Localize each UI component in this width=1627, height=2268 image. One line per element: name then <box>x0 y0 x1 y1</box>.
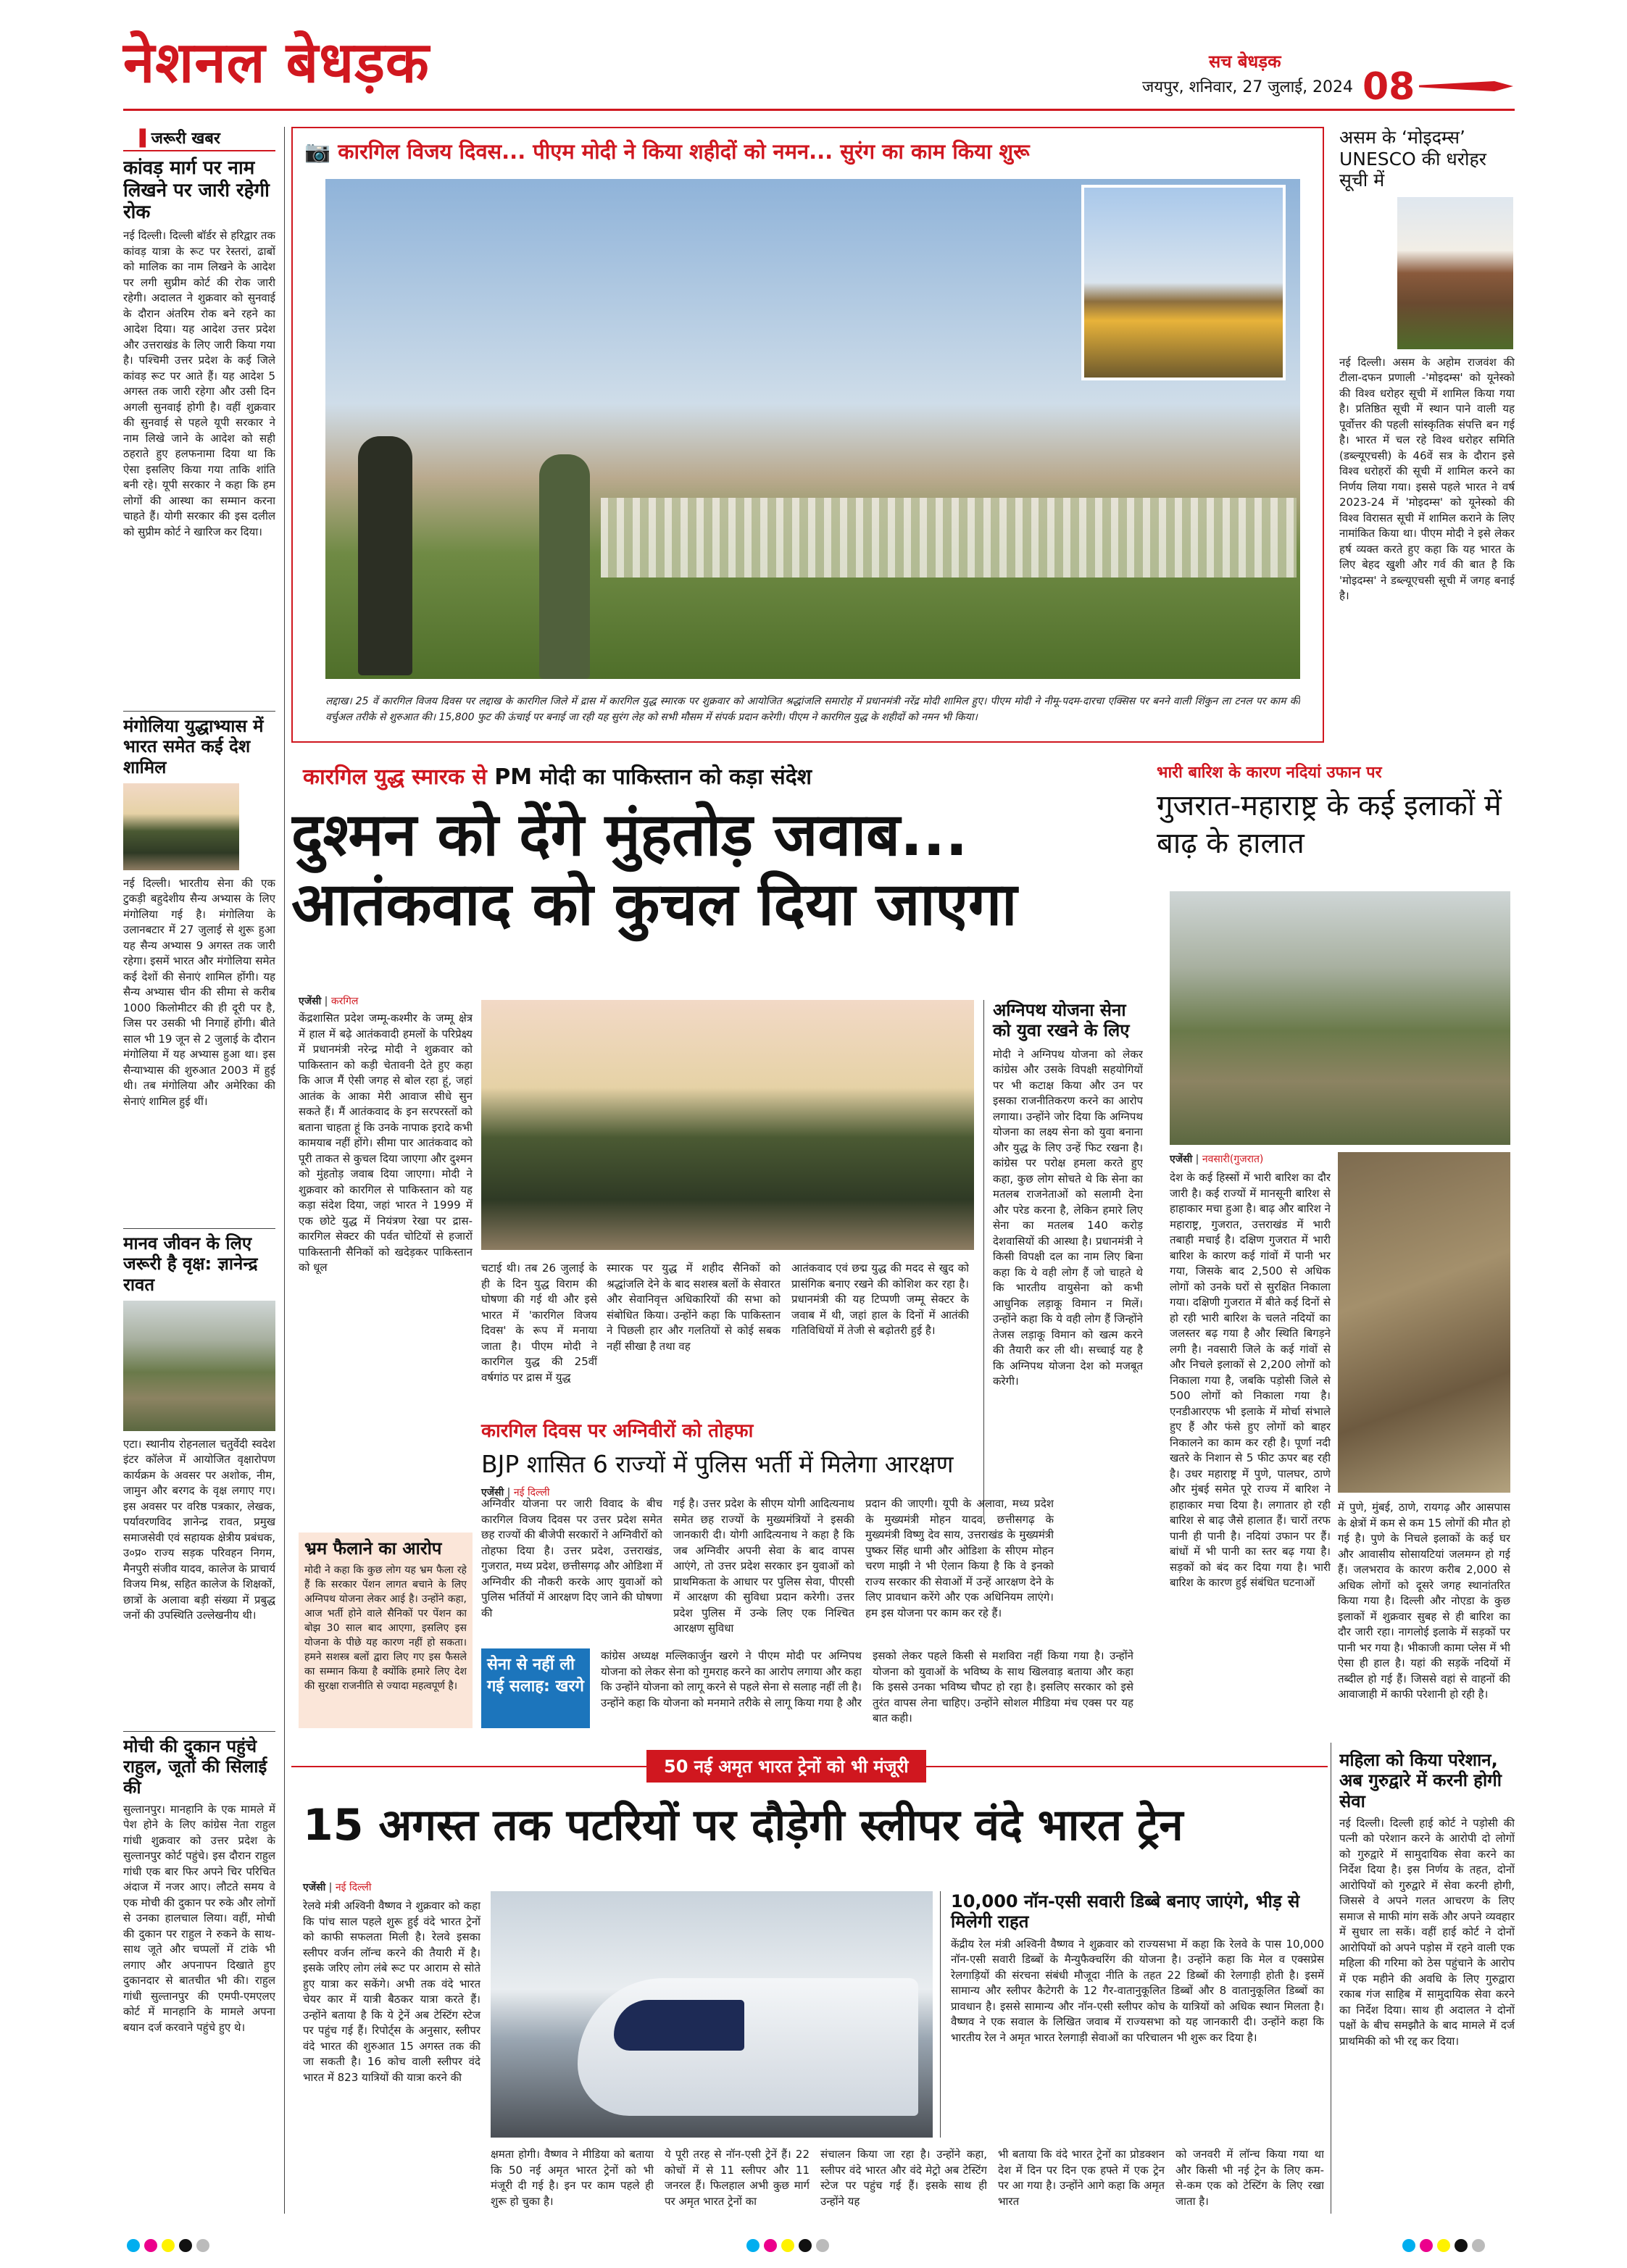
registration-marks-left <box>127 2239 228 2256</box>
right-story-1-head: असम के ‘मोइदम्स’ UNESCO की धरोहर सूची में <box>1339 127 1486 191</box>
yellow-dot <box>781 2239 794 2252</box>
agniveer-col-1: अग्निवीर योजना पर जारी विवाद के बीच कारगिल विजय दिवस पर उत्तर प्रदेश समेत छह राज्यों की बीजेपी सरकारों ने अग्निवीरों को तोहफा दिया है। उत्तर प्रदेश, उत्तराखंड, गुजरात, मध्य प्रदेश, छत्तीसगढ़ और ओडिशा में अग्निवीर की नौकरी करके आए युवाओं को पुलिस भर्तियों में आरक्षण दिए जाने की घोषणा की <box>481 1497 662 1619</box>
train-col-2: क्षमता होगी। वैष्णव ने मीडिया को बताया कि 50 नई अमृत भारत ट्रेनों को भी मंजूरी दी गई है। इन पर काम पहले ही शुरू हो चुका है। <box>491 2148 654 2208</box>
bhram-text: मोदी ने कहा कि कुछ लोग यह भ्रम फैला रहे हैं कि सरकार पेंशन लागत बचाने के लिए अग्निपथ योजना लेकर आई है। उन्होंने कहा, आज भर्ती होने वाले सैनिकों पर पेंशन का बोझ 30 साल बाद आएगा, इसलिए इस योजना के पीछे यह कारण नहीं हो सकता। हमने सशस्त्र बलों द्वारा लिए गए इस फैसले का सम्मान किया है क्योंकि हमारे लिए देश की सुरक्षा राजनीति से ज्यादा महत्वपूर्ण है। <box>304 1564 467 1693</box>
yellow-dot <box>162 2239 175 2252</box>
left-story-1-head: कांवड़ मार्ग पर नाम लिखने पर जारी रहेगी रोक <box>123 157 270 224</box>
top-photo-caption: लद्दाख। 25 वें कारगिल विजय दिवस पर लद्दाख के कारगिल जिले में द्रास में कारगिल युद्ध स्मारक पर शुक्रवार को आयोजित श्रद्धांजलि समारोह में प्रधानमंत्री नरेंद्र मोदी शामिल हुए। पीएम मोदी ने नीमू-पदम-दारचा एक्सिस पर बनने वाली शिंकुन ला टनल पर काम की वर्चुअल तरीके से शुरुआत की। 15,800 फुट की ऊंचाई पर बनाई जा रही यह सुरंग लेह को सभी मौसम में संपर्क प्रदान करेगी। पीएम ने कारगिल युद्ध के शहीदों को नमन भी किया। <box>325 696 1300 723</box>
masthead <box>0 0 1627 123</box>
grey-dot <box>816 2239 829 2252</box>
left-story-2 <box>123 716 275 1224</box>
left-story-1-text: नई दिल्ली। दिल्ली बॉर्डर से हरिद्वार तक कांवड़ यात्रा के रूट पर रेस्तरां, ढाबों को मालिक का नाम लिखने के आदेश पर लगी सुप्रीम कोर्ट की रोक जारी रहेगी। अदालत ने शुक्रवार को सुनवाई के दौरान अंतरिम रोक बने रहने का आदेश दिया। यह आदेश उत्तर प्रदेश और उत्तराखंड के लिए जारी किया गया है। पश्चिमी उत्तर प्रदेश के कई जिले कांवड़ रूट पर आते हैं। यह आदेश 5 अगस्त तक जारी रहेगा और उसी दिन अगली सुनवाई होगी है। वहीं शुक्रवार की सुनवाई से पहले यूपी सरकार ने नाम लिखे जाने के आदेश को सही ठहराते हुए हलफनामा दिया था कि ऐसा इसलिए किया गया ताकि शांति बनी रहे। यूपी सरकार ने कहा कि हम लोगों की आस्था का सम्मान करना चाहते हैं। योगी सरकार की इस दलील को सुप्रीम कोर्ट ने खारिज कर दिया। <box>123 229 275 538</box>
right-story-3-head: महिला को किया परेशान, अब गुरुद्वारे में करनी होगी सेवा <box>1339 1750 1502 1812</box>
soldiers-photo <box>123 783 239 870</box>
left-story-3-text: एटा। स्थानीय रोहनलाल चतुर्वेदी स्वदेश इंटर कॉलेज में आयोजित वृक्षारोपण कार्यक्रम के अवसर पर अशोक, नीम, जामुन और बरगद के वृक्ष लगाए गए। इस अवसर पर वरिष्ठ पत्रकार, लेखक, पर्यावरणविद ज्ञानेन्द्र रावत, प्रमुख समाजसेवी एवं सहायक क्षेत्रीय प्रबंधक, उ०प्र० राज्य सड़क परिवहन निगम, मैनपुरी संजीव यादव, कालेज के प्राचार्य विजय मिश्र, सहित कालेज के शिक्षकों, छात्रों के अलावा बड़ी संख्या में प्रबुद्ध जनों की उपस्थिति उल्लेखनीय थी। <box>123 1437 275 1622</box>
train-kicker: 50 नई अमृत भारत ट्रेनों को भी मंजूरी <box>646 1750 926 1783</box>
kharge-box-text: सेना से नहीं ली गई सलाह: खरगे <box>487 1656 584 1696</box>
black-dot <box>799 2239 812 2252</box>
right-story-1 <box>1339 127 1515 717</box>
masthead-date: जयपुर, शनिवार, 27 जुलाई, 2024 <box>1142 78 1354 96</box>
bhram-box <box>299 1533 473 1728</box>
train-byline: एजेंसी | नई दिल्ली <box>303 1882 372 1893</box>
masthead-title: नेशनल बेधड़क <box>123 30 430 96</box>
divider <box>123 1731 275 1732</box>
flood-text: देश के कई हिस्सों में भारी बारिश का दौर जारी है। कई राज्यों में मानसूनी बारिश से हाहाकार मचा हुआ है। बाढ़ और बारिश ने महाराष्ट्र, गुजरात, उत्तराखंड में भारी तबाही मचाई है। दक्षिण गुजरात में भारी बारिश के कारण कई गांवों में पानी भर गया, जिसके बाद 2,500 से अधिक लोगों को उनके घरों से सुरक्षित निकाला गया। दक्षिणी गुजरात में बीते कई दिनों से हो रही भारी बारिश के चलते नदियों का जलस्तर बढ़ गया है और स्थिति बिगड़ने लगी है। नवसारी जिले के कई गांवों से और निचले इलाकों से 2,200 लोगों को निकाला गया है, जबकि पड़ोसी जिले से 500 लोगों को निकाला गया है। एनडीआरएफ भी इलाके में मोर्चा संभाले हुए हैं और फंसे हुए लोगों को बाहर निकालने का काम कर रही है। पूर्णा नदी खतरे के निशान से 5 फीट ऊपर बह रही है। उधर महाराष्ट्र में पुणे, पालघर, ठाणे और मुंबई समेत पूरे राज्य में बारिश ने हाहाकार मचा दिया है। लगातार हो रही बारिश से बाढ़ जैसे हालात हैं। चारों तरफ पानी ही पानी है। नदियां उफान पर हैं। बांधों में भी पानी का स्तर बढ़ गया है। सड़कों को बंद कर दिया गया है। भारी बारिश के कारण हुई संबंधित घटनाओं <box>1170 1171 1331 1589</box>
lead-byline-place: करगिल <box>330 996 359 1007</box>
train-col-6: को जनवरी में लॉन्च किया गया था और किसी भी नई ट्रेन के लिए कम-से-कम एक को टेस्टिंग के लिए रखा जाता है। <box>1175 2148 1324 2208</box>
cyan-dot <box>746 2239 760 2252</box>
kharge-box <box>481 1648 590 1728</box>
agniveer-byline-place: नई दिल्ली <box>513 1487 550 1498</box>
left-story-2-text: नई दिल्ली। भारतीय सेना की एक टुकड़ी बहुदेशीय सैन्य अभ्यास के लिए मंगोलिया गई है। मंगोलिया के उलानबटार में 27 जुलाई से शुरू हुआ यह सैन्य अभ्यास 9 अगस्त तक जारी रहेगा। इसमें भारत और मंगोलिया समेत कई देशों की सेनाएं शामिल होंगी। यह सैन्य अभ्यास चीन की सीमा से करीब 1000 किलोमीटर की ही दूरी पर है, जिस पर उसकी भी निगाहें होंगी। बीते साल भी 19 जून से 2 जुलाई के दौरान मंगोलिया में यह अभ्यास हुआ था। इस सैन्याभ्यास की शुरुआत 2003 में हुई थी। तब मंगोलिया और अमेरिका की सेनाएं शामिल हुई थीं। <box>123 876 275 1108</box>
divider <box>123 1228 275 1229</box>
bhram-head: भ्रम फैलाने का आरोप <box>304 1538 442 1559</box>
train-col-1: रेलवे मंत्री अश्विनी वैष्णव ने शुक्रवार को कहा कि पांच साल पहले शुरू हुई वंदे भारत ट्रेनों को काफी सफलता मिली है। रेलवे इसका स्लीपर वर्जन लॉन्च करने की तैयारी में है। इसके जरिए लोग लंबे रूट पर आराम से सोते हुए यात्रा कर सकेंगे। अभी तक वंदे भारत चेयर कार में यात्री बैठकर यात्रा करते हैं। उन्होंने बताया है कि ये ट्रेनें अब टेस्टिंग स्टेज पर पहुंच गई हैं। रिपोर्ट्स के अनुसार, स्लीपर वंदे भारत की शुरुआत 15 अगस्त तक की जा सकती है। 16 कोच वाली स्लीपर वंदे भारत में 823 यात्रियों की यात्रा करने की <box>303 1899 480 2084</box>
magenta-dot <box>144 2239 157 2252</box>
divider <box>123 711 275 712</box>
flood-text-2: में पुणे, मुंबई, ठाणे, रायगढ़ और आसपास के क्षेत्रों में कम से कम 15 लोगों की मौत हो गई है। पुणे के निचले इलाकों के कई घर और आवासीय सोसायटियां जलमग्न हो गई हैं। जलभराव के कारण करीब 2,000 से अधिक लोगों को दूसरे जगह स्थानांतरित किया गया है। दिल्ली और नोएडा के कुछ इलाकों में शुक्रवार सुबह से ही बारिश का दौर जारी रहा। नागलोई इलाके में सड़कों पर पानी भर गया है। भीकाजी कामा प्लेस में भी ऐसा ही हाल है। यहां की सड़कें नदियों में तब्दील हो गई हैं। जिससे वहां से वाहनों की आवाजाही में काफी परेशानी हो रही है। <box>1338 1501 1510 1701</box>
masthead-brand: सच बेधड़क <box>1209 51 1281 72</box>
flood-story <box>1157 761 1515 1739</box>
lead-head-2: आतंकवाद को कुचल दिया जाएगा <box>291 870 1018 939</box>
right-story-1-text: नई दिल्ली। असम के अहोम राजवंश की टीला-दफन प्रणाली -'मोइदम्स' को यूनेस्को की विश्व धरोहर सूची में शामिल किया गया है। प्रतिष्ठित सूची में स्थान पाने वाली यह पूर्वोत्तर की पहली सांस्कृतिक संपत्ति बन गई है। भारत में चल रहे विश्व धरोहर समिति (डब्ल्यूएचसी) के 46वें सत्र के दौरान इसे विश्व धरोहरों की सूची में शामिल करने का निर्णय लिया गया। इससे पहले भारत ने वर्ष 2023-24 में 'मोइदम्स' को यूनेस्को की विश्व विरासत सूची में शामिल कराने के लिए नामांकित किया था। पीएम मोदी ने इसे लेकर हर्ष व्यक्त करते हुए कहा कि यह भारत के लिए बेहद खुशी और गर्व की बात है कि 'मोइदम्स' ने डब्ल्यूएचसी सूची में जगह बनाई है। <box>1339 355 1515 602</box>
train-col-4: संचालन किया जा रहा है। उन्होंने कहा, स्लीपर वंदे भारत और वंदे मेट्रो अब टेस्टिंग स्टेज पर पहुंच गई हैं। इसके साथ ही उन्होंने यह <box>820 2148 987 2208</box>
magenta-dot <box>1420 2239 1433 2252</box>
train-sub-box <box>940 1891 1324 2138</box>
flood-byline-agency: एजेंसी <box>1170 1154 1193 1165</box>
camera-icon: 📷 <box>304 139 331 164</box>
flood-byline: एजेंसी | नवसारी(गुजरात) <box>1170 1154 1264 1165</box>
pm-at-memorial-photo <box>481 1000 974 1250</box>
flood-photo-1 <box>1170 891 1510 1145</box>
registration-marks-right <box>1402 2239 1504 2256</box>
grey-dot <box>196 2239 209 2252</box>
right-story-3 <box>1339 1750 1515 2214</box>
agniveer-col-2: गई है। उत्तर प्रदेश के सीएम योगी आदित्यनाथ समेत छह राज्यों के मुख्यमंत्रियों ने इसकी जानकारी दी। योगी आदित्यनाथ ने कहा है कि जब अग्निवीर अपनी सेवा के बाद वापस आएंगे, तो उत्तर प्रदेश सरकार इन युवाओं को प्राथमिकता के आधार पर पुलिस सेवा, पीएसी में आरक्षण की सुविधा प्रदान करेगी। उत्तर प्रदेश पुलिस में उन्के लिए एक निश्चित आरक्षण सुविधा <box>673 1497 854 1635</box>
agniveer-col-3: प्रदान की जाएगी। यूपी के अलावा, मध्य प्रदेश के मुख्यमंत्री मोहन यादव, छत्तीसगढ़ के मुख्यमंत्री विष्णु देव साय, उत्तराखंड के मुख्यमंत्री पुष्कर सिंह धामी और ओडिशा के सीएम मोहन चरण माझी ने भी ऐलान किया है कि वे इनको राज्य सरकार की सेवाओं में उन्हें आरक्षण देने के लिए प्रावधान करेंगे और एक अधिनियम लाएंगे। हम इस योजना पर काम कर रहे हैं। <box>865 1497 1054 1619</box>
agniveer-col-4: कांग्रेस अध्यक्ष मल्लिकार्जुन खरगे ने पीएम मोदी पर अग्निपथ योजना को लेकर सेना को गुमराह करने का आरोप लगाया और कहा कि उन्होंने योजना को लागू करने से पहले सेना से सलाह नहीं ली है। उन्होंने कहा कि योजना को मनमाने तरीके से लागू किया गया है और <box>601 1649 862 1709</box>
tree-planting-photo <box>123 1301 275 1431</box>
left-story-4-head: मोची की दुकान पहुंचे राहुल, जूतों की सिलाई की <box>123 1735 267 1798</box>
left-story-4-text: सुल्तानपुर। मानहानि के एक मामले में पेश होने के लिए कांग्रेस नेता राहुल गांधी शुक्रवार को उत्तर प्रदेश के सुल्तानपुर कोर्ट पहुंचे। इस दौरान राहुल गांधी एक बार फिर अपने चिर परिचित अंदाज में नजर आए। लौटते समय वे एक मोची की दुकान पर रुके और लोगों से उनका हालचाल लिया। वहीं, मोची की दुकान पर राहुल ने रुकने के साथ-साथ जूते और चप्पलों में टांके भी लगाए और अपनापन दिखाते हुए दुकानदार से बातचीत भी की। राहुल गांधी सुल्तानपुर की एमपी-एमएलए कोर्ट में मानहानि के मामले अपना बयान दर्ज करवाने पहुंचे हुए थे। <box>123 1802 275 2034</box>
lead-col-2: चटाई थी। तब 26 जुलाई के ही के दिन युद्ध विराम की घोषणा की गई थी और इसे भारत में 'कारगिल विजय दिवस' के रूप में मनाया जाता है। पीएम मोदी ने कारगिल युद्ध की 25वीं वर्षगांठ पर द्रास में युद्ध <box>481 1262 597 1384</box>
yellow-dot <box>1437 2239 1450 2252</box>
top-photo-head <box>293 128 1323 174</box>
train-head: 15 अगस्त तक पटरियों पर दौड़ेगी स्लीपर वंदे भारत ट्रेन <box>303 1800 1183 1851</box>
flood-head: गुजरात-महाराष्ट्र के कई इलाकों में बाढ़ के हालात <box>1157 789 1502 860</box>
pm-figure <box>358 436 412 675</box>
cyan-dot <box>127 2239 140 2252</box>
masthead-rule <box>123 109 1515 111</box>
left-story-3-head: मानव जीवन के लिए जरूरी है वृक्ष: ज्ञानेन्द्र रावत <box>123 1233 258 1295</box>
lead-story <box>291 761 1147 1739</box>
agnipath-head: अग्निपथ योजना सेना को युवा रखने के लिए <box>993 1000 1130 1041</box>
left-story-4 <box>123 1736 275 2208</box>
moidams-photo <box>1397 197 1513 349</box>
train-windshield <box>614 2000 744 2051</box>
memorial-inset-photo <box>1081 185 1286 380</box>
black-dot <box>1455 2239 1468 2252</box>
pen-nib-icon <box>1419 81 1513 91</box>
left-column <box>123 127 275 2214</box>
grey-dot <box>1472 2239 1485 2252</box>
lead-kicker-black: PM मोदी का पाकिस्तान को कड़ा संदेश <box>494 764 812 790</box>
page-number: 08 <box>1362 65 1415 109</box>
train-sub-head: 10,000 नॉन-एसी सवारी डिब्बे बनाए जाएंगे, भीड़ से मिलेगी राहत <box>951 1891 1300 1933</box>
train-byline-place: नई दिल्ली <box>335 1882 372 1893</box>
agniveer-col-5: इसको लेकर पहले किसी से मशविरा नहीं किया गया है। उन्होंने योजना को युवाओं के भविष्य के साथ खिलवाड़ बताया और कहा कि इससे उनका भविष्य चौपट हो रहा है। इसलिए सरकार को इसे तुरंत वापस लेना चाहिए। उन्होंने सोशल मीडिया मंच एक्स पर यह बात कही। <box>873 1649 1133 1725</box>
train-story <box>291 1750 1328 2214</box>
column-rule <box>284 127 285 2214</box>
flood-photo-2 <box>1338 1152 1510 1493</box>
lead-byline-agency: एजेंसी <box>299 996 322 1007</box>
lead-kicker <box>291 761 1147 791</box>
train-sub-text: केंद्रीय रेल मंत्री अश्विनी वैष्णव ने शुक्रवार को राज्यसभा में कहा कि रेलवे के पास 10,000 नॉन-एसी सवारी डिब्बों के मैन्युफैक्चरिंग की योजना है। उन्होंने कहा कि मेल व एक्सप्रेस रेलगाड़ियों की संरचना संबंधी मौजूदा नीति के तहत 22 डिब्बों की रेलगाड़ी होती है। इसमें सामान्य और स्लीपर कैटेगरी के 12 गैर-वातानुकूलित डिब्बों और 8 वातानुकूलित डिब्बों का प्रावधान है। इससे सामान्य और नॉन-एसी स्लीपर कोच के यात्रियों को अधिक स्थान मिलता है। वैष्णव ने एक सवाल के लिखित जवाब में राज्यसभा को यह जानकारी दी। उन्होंने कहा कि भारतीय रेल ने अमृत भारत रेलगाड़ी सेवाओं का परिचालन भी शुरू कर दिया है। <box>951 1937 1324 2044</box>
flood-byline-place: नवसारी(गुजरात) <box>1202 1154 1264 1165</box>
lead-kicker-red: कारगिल युद्ध स्मारक से <box>303 764 487 790</box>
lead-col-4: आतंकवाद एवं छद्म युद्ध की मदद से खुद को प्रासंगिक बनाए रखने की कोशिश कर रहा है। प्रधानमंत्री की यह टिप्पणी जम्मू सेक्टर के जवाब में थी, जहां हाल के दिनों में आतंकी गतिविधियों में तेजी से बढ़ोतरी हुई है। <box>791 1262 969 1337</box>
flood-kicker: भारी बारिश के कारण नदियां उफान पर <box>1157 764 1382 782</box>
lead-byline: एजेंसी | करगिल <box>299 996 359 1007</box>
section-label-text: जरूरी खबर <box>151 130 220 148</box>
lead-col-1: केंद्रशासित प्रदेश जम्मू-कश्मीर के जम्मू क्षेत्र में हाल में बढ़े आतंकवादी हमलों के परिप्रेक्ष्य में प्रधानमंत्री नरेन्द्र मोदी ने शुक्रवार को पाकिस्तान को कड़ी चेतावनी देते हुए कहा कि आज मैं ऐसी जगह से बोल रहा हूं, जहां आतंक के आका मेरी आवाज सीधे सुन सकते हैं। मैं आतंकवाद के इन सरपरस्तों को बताना चाहता हूं कि उनके नापाक इरादे कभी कामयाब नहीं होंगे। सीमा पार आतंकवाद को पूरी ताकत से कुचल दिया जाएगा और दुश्मन को मुंहतोड़ जवाब दिया जाएगा। मोदी ने शुक्रवार को कारगिल से पाकिस्तान को यह कड़ा संदेश दिया, जहां भारत ने 1999 में एक छोटे युद्ध में नियंत्रण रेखा पर द्रास-कारगिल सेक्टर की पर्वत चोटियों से हजारों पाकिस्तानी सैनिकों को खदेड़कर पाकिस्तान को धूल <box>299 1012 473 1274</box>
left-story-2-head: मंगोलिया युद्धाभ्यास में भारत समेत कई देश शामिल <box>123 716 264 777</box>
section-bullet-icon: ▐ <box>133 130 146 148</box>
agniveer-byline-agency: एजेंसी <box>481 1487 504 1498</box>
train-col-3: ये पूरी तरह से नॉन-एसी ट्रेनें हैं। 22 कोचों में से 11 स्लीपर और 11 जनरल हैं। फिलहाल अभी कुछ मार्ग पर अमृत भारत ट्रेनों का <box>665 2148 810 2208</box>
agnipath-text: मोदी ने अग्निपथ योजना को लेकर कांग्रेस और उसके विपक्षी सहयोगियों पर भी कटाक्ष किया और उन पर इसका राजनीतिकरण करने का आरोप लगाया। उन्होंने जोर दिया कि अग्निपथ योजना का लक्ष्य सेना को युवा बनाना और युद्ध के लिए उन्हें फिट रखना है। कांग्रेस पर परोक्ष हमला करते हुए कहा, कुछ लोग सोचते थे कि सेना का मतलब राजनेताओं को सलामी देना और परेड करना है, लेकिन हमारे लिए सेना का मतलब 140 करोड़ देशवासियों की आस्था है। प्रधानमंत्री ने किसी विपक्षी दल का नाम लिए बिना कहा कि ये वही लोग हैं जो चाहते थे कि भारतीय वायुसेना को कभी आधुनिक लड़ाकू विमान न मिलें। उन्होंने कहा कि ये वही लोग हैं जिन्होंने तेजस लड़ाकू विमान को खत्म करने की तैयारी कर ली थी। सच्चाई यह है कि अग्निपथ योजना देश को मजबूत करेगी। <box>993 1047 1143 1388</box>
agniveer-byline: एजेंसी | नई दिल्ली <box>481 1487 550 1498</box>
cyan-dot <box>1402 2239 1415 2252</box>
army-officer-figure <box>539 454 590 679</box>
black-dot <box>179 2239 192 2252</box>
lead-head-1: दुश्मन को देंगे मुंहतोड़ जवाब... <box>291 801 968 870</box>
vande-bharat-photo <box>491 1891 933 2138</box>
kargil-memorial-photo <box>325 179 1300 679</box>
left-story-1 <box>123 157 275 706</box>
top-photo-head-text: कारगिल विजय दिवस... पीएम मोदी ने किया शहीदों को नमन... सुरंग का काम किया शुरू <box>338 139 1030 164</box>
train-col-5: भी बताया कि वंदे भारत ट्रेनों का प्रोडक्शन देश में दिन पर दिन एक हफ्ते में एक ट्रेन पर आ गया है। उन्होंने आगे कहा कि अमृत भारत <box>998 2148 1165 2208</box>
right-story-3-text: नई दिल्ली। दिल्ली हाई कोर्ट ने पड़ोसी की पत्नी को परेशान करने के आरोपी दो लोगों को गुरुद्वारे में सामुदायिक सेवा करने का निर्देश दिया है। इस निर्णय के तहत, दोनों आरोपियों को गुरुद्वारे में सेवा करनी होगी, जिससे वे अपने गलत आचरण के लिए समाज से माफी मांग सकें और अपने व्यवहार में सुधार ला सकें। वहीं हाई कोर्ट ने दोनों आरोपियों को अपने पड़ोस में रहने वाली एक महिला की गरिमा को ठेस पहुंचाने के आरोप में एक महीने की अवधि के लिए गुरुद्वारा रकाब गंज साहिब में सामुदायिक सेवा करने का निर्देश दिया। साथ ही अदालत ने दोनों पक्षों के बीच समझौते के बाद मामले में दर्ज प्राथमिकी को भी रद्द कर दिया। <box>1339 1816 1515 2048</box>
left-story-3 <box>123 1233 275 1727</box>
section-label <box>123 127 275 151</box>
registration-marks-center <box>746 2239 848 2256</box>
graves-rows <box>601 498 1297 578</box>
agniveer-story <box>481 1417 1141 1735</box>
magenta-dot <box>764 2239 777 2252</box>
lead-col-3: स्मारक पर युद्ध में शहीद सैनिकों को श्रद्धांजलि देने के बाद सशस्त्र बलों के सेवारत और सेवानिवृत्त अधिकारियों की सभा को संबोधित किया। उन्होंने कहा कि पाकिस्तान ने पिछली हार और गलतियों से कोई सबक नहीं सीखा है तथा वह <box>607 1262 781 1353</box>
top-photo-block <box>291 127 1324 743</box>
train-byline-agency: एजेंसी <box>303 1882 326 1893</box>
agniveer-head: BJP शासित 6 राज्यों में पुलिस भर्ती में मिलेगा आरक्षण <box>481 1450 954 1478</box>
agniveer-kicker: कारगिल दिवस पर अग्निवीरों को तोहफा <box>481 1420 754 1442</box>
